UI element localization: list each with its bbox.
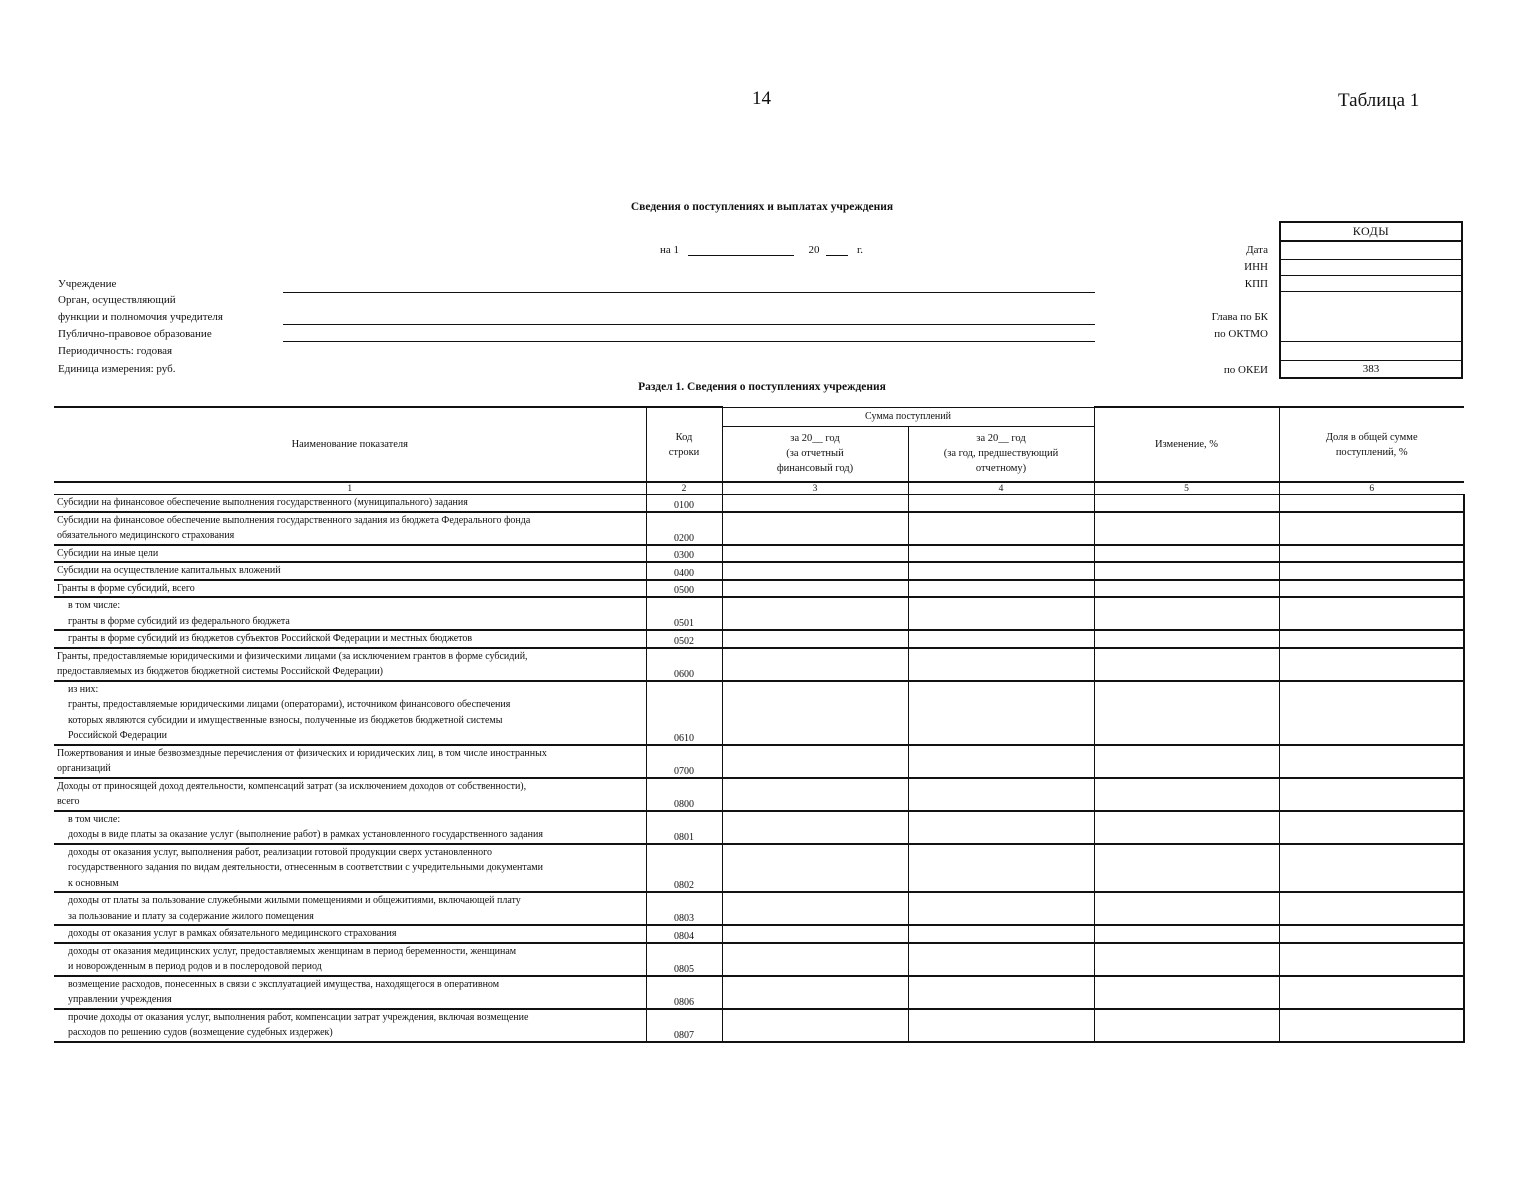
row-indicator-name: Доходы от приносящей доход деятельности, компенсаций затрат (за исключением доходов от собственности), всего [54, 778, 646, 811]
row-indicator-name: Субсидии на иные цели [54, 545, 646, 563]
row-code: 0100 [646, 495, 722, 512]
row-indicator-name: в том числе: доходы в виде платы за оказание услуг (выполнение работ) в рамках установленного государственного задания [54, 811, 646, 844]
value-change[interactable] [1094, 892, 1279, 925]
row-code: 0700 [646, 745, 722, 778]
row-indicator-name: прочие доходы от оказания услуг, выполнения работ, компенсации затрат учреждения, включая возмещение расходов по решению судов (возмещение судебных издержек) [54, 1009, 646, 1042]
row-code: 0806 [646, 976, 722, 1009]
row-indicator-name: Субсидии на финансовое обеспечение выполнения государственного задания из бюджета Федерального фонда обязательного медицинского страхования [54, 512, 646, 545]
value-change[interactable] [1094, 943, 1279, 976]
column-number: 3 [722, 482, 908, 495]
page-number: 14 [752, 88, 771, 109]
row-code: 0802 [646, 844, 722, 893]
row-indicator-name: Пожертвования и иные безвозмездные перечисления от физических и юридических лиц, в том числе иностранных организаций [54, 745, 646, 778]
value-previous-year[interactable] [908, 811, 1094, 844]
value-change[interactable] [1094, 512, 1279, 545]
row-code: 0804 [646, 925, 722, 943]
value-share[interactable] [1279, 597, 1464, 630]
value-change[interactable] [1094, 545, 1279, 563]
table-row [54, 597, 1464, 630]
value-previous-year[interactable] [908, 925, 1094, 943]
header-row-code: Код строки [646, 407, 722, 482]
value-change[interactable] [1094, 745, 1279, 778]
value-change[interactable] [1094, 580, 1279, 598]
value-share[interactable] [1279, 925, 1464, 943]
document-title: Сведения о поступлениях и выплатах учреждения [630, 201, 894, 213]
year-prefix: 20 [808, 244, 820, 256]
header-previous-year: за 20__ год (за год, предшествующий отчетному) [908, 426, 1094, 482]
value-current-year[interactable] [722, 495, 908, 512]
value-share[interactable] [1279, 512, 1464, 545]
value-current-year[interactable] [722, 545, 908, 563]
year-blank[interactable] [826, 243, 848, 256]
header-indicator-name: Наименование показателя [54, 407, 646, 482]
code-label-inn: ИНН [1244, 261, 1268, 273]
value-previous-year[interactable] [908, 778, 1094, 811]
value-change[interactable] [1094, 597, 1279, 630]
value-previous-year[interactable] [908, 580, 1094, 598]
table-row [54, 512, 1464, 545]
value-share[interactable] [1279, 745, 1464, 778]
value-share[interactable] [1279, 844, 1464, 893]
value-share[interactable] [1279, 495, 1464, 512]
column-number: 5 [1094, 482, 1279, 495]
value-previous-year[interactable] [908, 976, 1094, 1009]
column-number: 1 [54, 482, 646, 495]
public-entity-field-line[interactable] [283, 341, 1095, 342]
row-code: 0502 [646, 630, 722, 648]
row-indicator-name: доходы от платы за пользование служебными жилыми помещениями и общежитиями, включающей плату за пользование и плату за содержание жилого помещения [54, 892, 646, 925]
table-label: Таблица 1 [1338, 90, 1420, 111]
table-row [54, 811, 1464, 844]
row-code: 0600 [646, 648, 722, 681]
value-current-year[interactable] [722, 943, 908, 976]
value-change[interactable] [1094, 1009, 1279, 1042]
table-row [54, 1009, 1464, 1042]
code-label-date: Дата [1246, 244, 1268, 256]
row-code: 0801 [646, 811, 722, 844]
row-indicator-name: Субсидии на финансовое обеспечение выполнения государственного (муниципального) задания [54, 495, 646, 512]
value-previous-year[interactable] [908, 512, 1094, 545]
value-change[interactable] [1094, 495, 1279, 512]
table-row [54, 580, 1464, 598]
header-current-year: за 20__ год (за отчетный финансовый год) [722, 426, 908, 482]
value-change[interactable] [1094, 976, 1279, 1009]
code-label-okei: по ОКЕИ [1223, 364, 1268, 376]
row-indicator-name: в том числе: гранты в форме субсидий из федерального бюджета [54, 597, 646, 630]
row-code: 0300 [646, 545, 722, 563]
header-sum-group: Сумма поступлений [722, 407, 1094, 426]
code-cell-okei[interactable]: 383 [1281, 360, 1461, 378]
row-indicator-name: доходы от оказания услуг в рамках обязательного медицинского страхования [54, 925, 646, 943]
row-code: 0200 [646, 512, 722, 545]
code-label-kpp: КПП [1244, 278, 1268, 290]
row-code: 0803 [646, 892, 722, 925]
public-entity-label: Публично-правовое образование [58, 328, 212, 340]
value-share[interactable] [1279, 545, 1464, 563]
value-change[interactable] [1094, 778, 1279, 811]
value-current-year[interactable] [722, 630, 908, 648]
value-previous-year[interactable] [908, 562, 1094, 580]
value-share[interactable] [1279, 580, 1464, 598]
table-row [54, 844, 1464, 893]
table-row [54, 778, 1464, 811]
value-previous-year[interactable] [908, 745, 1094, 778]
value-change[interactable] [1094, 648, 1279, 681]
founder-field-line[interactable] [283, 324, 1095, 325]
value-change[interactable] [1094, 630, 1279, 648]
row-indicator-name: Гранты, предоставляемые юридическими и физическими лицами (за исключением грантов в форме субсидий, предоставляемых из бюджетов бюджетной системы Российской Федерации) [54, 648, 646, 681]
code-label-budget-chapter: Глава по БК [1211, 311, 1268, 323]
row-indicator-name: Гранты в форме субсидий, всего [54, 580, 646, 598]
value-share[interactable] [1279, 892, 1464, 925]
code-label-oktmo: по ОКТМО [1214, 328, 1268, 340]
row-indicator-name: из них: гранты, предоставляемые юридическими лицами (операторами), источником финансового обеспечения которых являются субсидии и имущественные взносы, полученные из бюджетов бюджетной системы Российской Федерации [54, 681, 646, 745]
table-row [54, 630, 1464, 648]
value-current-year[interactable] [722, 1009, 908, 1042]
value-previous-year[interactable] [908, 892, 1094, 925]
value-share[interactable] [1279, 562, 1464, 580]
codes-header: КОДЫ [1281, 223, 1461, 242]
row-code: 0805 [646, 943, 722, 976]
unit-label: Единица измерения: руб. [58, 363, 176, 375]
value-share[interactable] [1279, 648, 1464, 681]
column-number: 4 [908, 482, 1094, 495]
value-previous-year[interactable] [908, 844, 1094, 893]
value-current-year[interactable] [722, 512, 908, 545]
column-number: 2 [646, 482, 722, 495]
value-current-year[interactable] [722, 745, 908, 778]
value-current-year[interactable] [722, 648, 908, 681]
receipts-table [54, 406, 1465, 1043]
value-previous-year[interactable] [908, 545, 1094, 563]
table-row [54, 745, 1464, 778]
value-current-year[interactable] [722, 844, 908, 893]
value-current-year[interactable] [722, 562, 908, 580]
value-current-year[interactable] [722, 925, 908, 943]
code-cell-oktmo[interactable] [1281, 341, 1461, 342]
value-share[interactable] [1279, 681, 1464, 745]
founder-label-line2: функции и полномочия учредителя [58, 311, 223, 323]
value-current-year[interactable] [722, 811, 908, 844]
value-current-year[interactable] [722, 778, 908, 811]
value-share[interactable] [1279, 778, 1464, 811]
value-change[interactable] [1094, 811, 1279, 844]
section-title: Раздел 1. Сведения о поступлениях учреждения [638, 381, 886, 393]
value-share[interactable] [1279, 811, 1464, 844]
table-row [54, 892, 1464, 925]
row-indicator-name: Субсидии на осуществление капитальных вложений [54, 562, 646, 580]
header-share: Доля в общей сумме поступлений, % [1279, 407, 1464, 482]
row-indicator-name: гранты в форме субсидий из бюджетов субъектов Российской Федерации и местных бюджетов [54, 630, 646, 648]
value-share[interactable] [1279, 1009, 1464, 1042]
row-code: 0800 [646, 778, 722, 811]
column-number: 6 [1279, 482, 1464, 495]
periodicity-label: Периодичность: годовая [58, 345, 173, 357]
value-change[interactable] [1094, 844, 1279, 893]
table-row [54, 976, 1464, 1009]
founder-label-line1: Орган, осуществляющий [58, 294, 176, 306]
value-previous-year[interactable] [908, 597, 1094, 630]
value-previous-year[interactable] [908, 630, 1094, 648]
row-code: 0807 [646, 1009, 722, 1042]
value-current-year[interactable] [722, 597, 908, 630]
value-previous-year[interactable] [908, 681, 1094, 745]
code-cell-kpp[interactable] [1281, 291, 1461, 292]
value-current-year[interactable] [722, 580, 908, 598]
report-date-line [660, 243, 863, 256]
row-code: 0501 [646, 597, 722, 630]
row-indicator-name: возмещение расходов, понесенных в связи с эксплуатацией имущества, находящегося в оперативном управлении учреждения [54, 976, 646, 1009]
table-row [54, 495, 1464, 512]
table-row [54, 648, 1464, 681]
institution-label: Учреждение [58, 278, 117, 290]
row-indicator-name: доходы от оказания медицинских услуг, предоставляемых женщинам в период беременности, женщинам и новорожденным в период родов и в послеродовой период [54, 943, 646, 976]
value-share[interactable] [1279, 630, 1464, 648]
table-body [54, 495, 1464, 1042]
code-cell-date[interactable] [1281, 259, 1461, 260]
value-previous-year[interactable] [908, 943, 1094, 976]
row-code: 0610 [646, 681, 722, 745]
row-code: 0400 [646, 562, 722, 580]
value-change[interactable] [1094, 562, 1279, 580]
institution-field-line[interactable] [283, 292, 1095, 293]
row-indicator-name: доходы от оказания услуг, выполнения работ, реализации готовой продукции сверх установленного государственного задания по видам деятельности, отнесенным в соответствии с учредительными документами к основным [54, 844, 646, 893]
value-change[interactable] [1094, 925, 1279, 943]
value-previous-year[interactable] [908, 1009, 1094, 1042]
value-change[interactable] [1094, 681, 1279, 745]
value-share[interactable] [1279, 976, 1464, 1009]
value-previous-year[interactable] [908, 495, 1094, 512]
value-current-year[interactable] [722, 976, 908, 1009]
table-row [54, 943, 1464, 976]
code-cell-inn[interactable] [1281, 275, 1461, 276]
table-row [54, 562, 1464, 580]
row-code: 0500 [646, 580, 722, 598]
value-share[interactable] [1279, 943, 1464, 976]
value-previous-year[interactable] [908, 648, 1094, 681]
header-change: Изменение, % [1094, 407, 1279, 482]
codes-box [1279, 221, 1463, 379]
value-current-year[interactable] [722, 681, 908, 745]
table-row [54, 681, 1464, 745]
value-current-year[interactable] [722, 892, 908, 925]
table-row [54, 545, 1464, 563]
date-suffix: г. [857, 244, 864, 256]
date-prefix: на 1 [660, 244, 680, 256]
date-blank[interactable] [688, 243, 794, 256]
table-row [54, 925, 1464, 943]
